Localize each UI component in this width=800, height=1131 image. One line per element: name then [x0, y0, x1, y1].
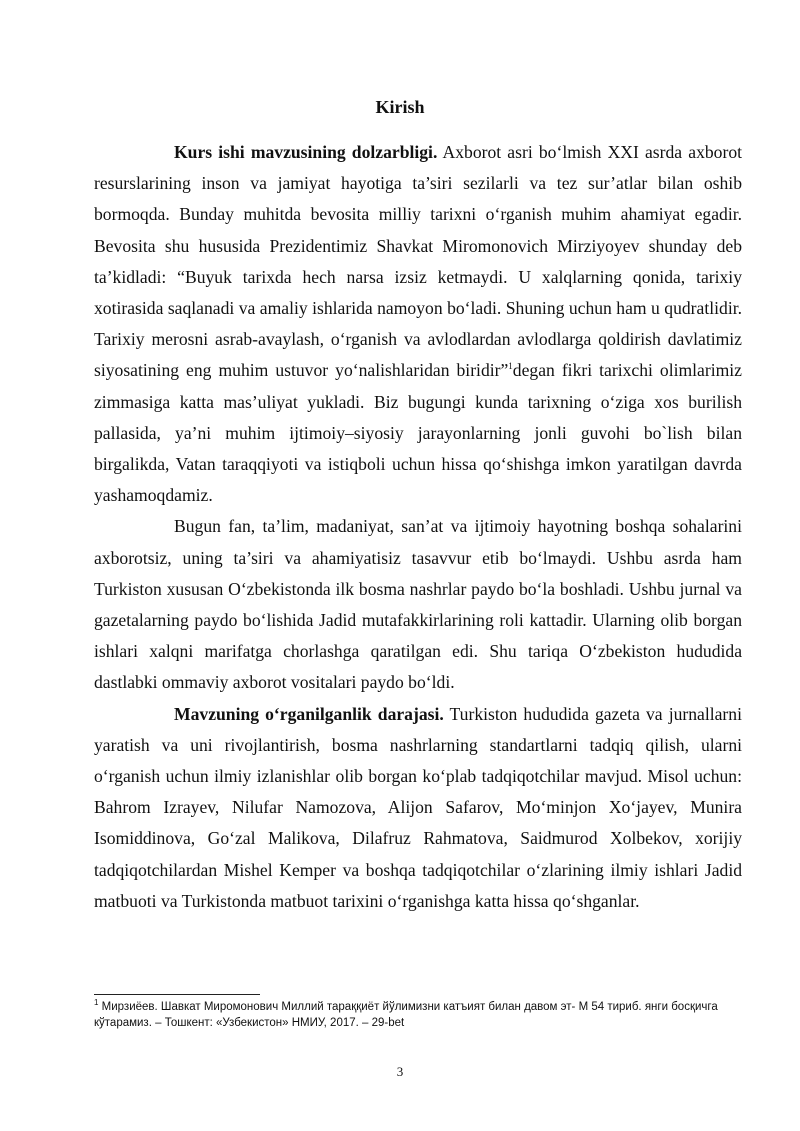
paragraph-study-level — [94, 699, 742, 917]
body-text — [94, 137, 742, 917]
footnote-marker: 1 — [94, 998, 99, 1008]
page-number: 3 — [396, 1064, 404, 1079]
paragraph-lead-relevance: Kurs ishi mavzusining dolzarbligi. — [174, 142, 438, 162]
paragraph-text: degan fikri tarixchi olimlarimiz zimmasiga katta mas’uliyat yukladi. Biz bugungi kunda tarixning o‘ziga xos burilish pallasida, ya’ni muhim ijtimoiy–siyosiy jarayonlarning jonli guvohi bo`lish bilan birgalikda, Vatan taraqqiyoti va istiqboli uchun hissa qo‘shishga imkon yaratilgan davrda yashamoqdamiz. — [94, 360, 742, 506]
footnote — [94, 999, 744, 1031]
paragraph-relevance — [94, 137, 742, 511]
paragraph-text: Turkiston hududida gazeta va jurnallarni yaratish va uni rivojlantirish, bosma nashrlarning standartlarni tadqiq qilish, ularni o‘rganish uchun ilmiy izlanishlar olib borgan ko‘plab tadqiqotchilar mavjud. Misol uchun: Bahrom Izrayev, Nilufar Namozova, Alijon Safarov, Mo‘minjon Xo‘jayev, Munira Isomiddinova, Go‘zal Malikova, Dilafruz Rahmatova, Saidmurod Xolbekov, xorijiy tadqiqotchilardan Mishel Kemper va boshqa tadqiqotchilar o‘zlarining ilmiy ishlari Jadid matbuoti va Turkistonda matbuot tarixini o‘rganishga katta hissa qo‘shganlar. — [94, 703, 742, 911]
footnote-separator — [94, 994, 260, 995]
paragraph-information: Bugun fan, ta’lim, madaniyat, san’at va ijtimoiy hayotning boshqa sohalarini axborotsiz, uning ta’siri va ahamiyatisiz tasavvur etib bo‘lmaydi. Ushbu asrda ham Turkiston xususan O‘zbekistonda ilk bosma nashrlar paydo bo‘la boshladi. Ushbu jurnal va gazetalarning paydo bo‘lishida Jadid mutafakkirlarining roli kattadir. Ularning olib borgan ishlari xalqni marifatga chorlashga qaratilgan edi. Shu tariqa O‘zbekiston hududida dastlabki ommaviy axborot vositalari paydo bo‘ldi. — [94, 516, 742, 693]
section-title: Kirish — [375, 97, 425, 117]
footnote-text: Мирзиёев. Шавкат Миромонович Миллий тараққиёт йўлимизни катъият билан давом эт- М 54 тириб. янги босқичга кўтарамиз. – Тошкент: «Узбекистон» НМИУ, 2017. – 29-bet — [94, 1001, 718, 1029]
footnote-reference[interactable]: 1 — [508, 361, 513, 372]
paragraph-text: Axborot asri bo‘lmish XXI asrda axborot resurslarining inson va jamiyat hayotiga ta’siri sezilarli va tez sur’atlar bilan oshib bormoqda. Bunday muhitda bevosita milliy tarixni o‘rganish muhim ahamiyat egadir. Bevosita shu hususida Prezidentimiz Shavkat Miromonovich Mirziyoyev shunday deb ta’kidladi: “Buyuk tarixda hech narsa izsiz ketmaydi. U xalqlarning qonida, tarixiy xotirasida saqlanadi va amaliy ishlarida namoyon bo‘ladi. Shuning uchun ham u qudratlidir. Tarixiy merosni asrab-avaylash, o‘rganish va avlodlardan avlodlarga qoldirish davlatimiz siyosatining eng muhim ustuvor yo‘nalishlaridan biridir” — [94, 142, 742, 381]
paragraph-lead-study-level: Mavzuning o‘rganilganlik darajasi. — [174, 703, 444, 724]
